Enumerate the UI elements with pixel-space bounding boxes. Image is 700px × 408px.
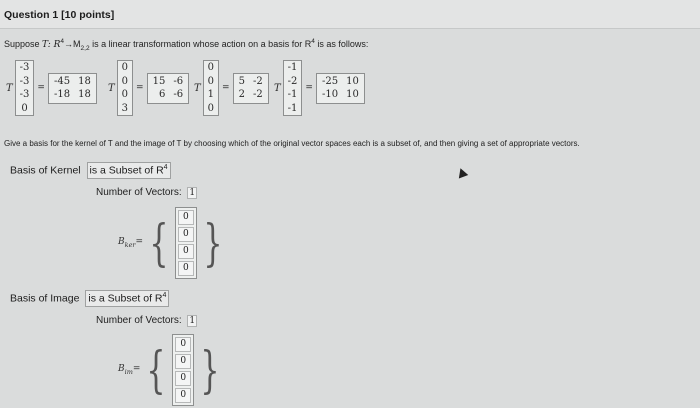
vector-entry: 0 (121, 89, 129, 100)
vector-entry: 0 (121, 62, 129, 73)
vector-entry: 0 (21, 102, 28, 114)
matrix-entry: 5 (238, 75, 245, 87)
matrix-entry: -2 (252, 75, 263, 87)
image-row (10, 290, 169, 307)
statement-tail: is as follows: (317, 39, 369, 49)
matrix-entry: -6 (173, 88, 184, 100)
image-num-vectors-input[interactable]: 1 (187, 315, 197, 327)
output-matrix-3 (233, 73, 269, 104)
kernel-basis-label (118, 237, 143, 249)
kernel-num-vectors-label: Number of Vectors: (96, 187, 182, 198)
problem-statement (4, 38, 368, 52)
vector-entry: 0 (207, 62, 215, 73)
vector-entry: -3 (19, 89, 30, 100)
matrix-entry: 2 (238, 88, 245, 100)
matrix-entry: 18 (78, 88, 91, 100)
operator-t: T (6, 82, 13, 94)
output-matrix-4 (316, 73, 365, 104)
statement-codomain-subscript: 2,2 (80, 44, 90, 52)
statement-arrow: →M (64, 39, 81, 49)
vector-entry: 1 (207, 89, 215, 100)
kernel-basis-subscript: ker (124, 240, 136, 249)
mapping-4 (272, 60, 365, 116)
vector-entry: -1 (287, 102, 298, 114)
statement-prefix: Suppose (4, 39, 40, 49)
matrix-entry: 15 (152, 75, 166, 87)
image-vector-entry[interactable]: 0 (175, 354, 191, 369)
image-num-vectors-label: Number of Vectors: (96, 315, 182, 326)
mapping-1 (4, 60, 97, 116)
operator-t: T (274, 82, 281, 94)
kernel-row (10, 162, 171, 179)
left-brace-icon: { (149, 214, 169, 272)
kernel-equals: = (135, 237, 144, 248)
matrix-entry: 6 (158, 88, 166, 100)
vector-entry: -1 (287, 62, 298, 73)
image-vector-entry[interactable]: 0 (175, 337, 191, 352)
vector-entry: -1 (287, 89, 298, 100)
input-vector-1 (15, 60, 35, 116)
kernel-vector (175, 207, 197, 279)
input-vector-4 (283, 60, 303, 116)
vector-entry: -2 (287, 75, 298, 87)
equals-sign: = (37, 83, 45, 93)
image-subset-label: is a Subset of R (88, 292, 163, 305)
image-num-vectors (96, 315, 197, 327)
image-equals: = (132, 364, 141, 375)
image-basis-symbol: B (118, 364, 125, 375)
vector-entry: 3 (121, 102, 129, 114)
instruction-text: Give a basis for the kernel of T and the image of T by choosing which of the original vector spaces each is a subset of, and then giving a set of appropriate vectors. (4, 139, 580, 148)
matrix-entry: 10 (346, 75, 359, 87)
image-basis-subscript: im (124, 367, 133, 376)
matrix-entry: -10 (321, 88, 339, 100)
mapping-2 (106, 60, 189, 116)
image-basis-label (118, 364, 140, 376)
matrix-entry: -2 (252, 88, 263, 100)
output-matrix-1 (48, 73, 97, 104)
matrix-entry: -25 (321, 75, 339, 87)
right-brace-icon: } (200, 341, 220, 399)
input-vector-3 (203, 60, 219, 116)
equals-sign: = (222, 83, 230, 93)
vector-entry: 0 (207, 102, 215, 114)
kernel-vector-entry[interactable]: 0 (178, 261, 194, 276)
statement-domain-exponent: 4 (60, 38, 65, 45)
output-matrix-2 (147, 73, 189, 104)
kernel-vector-entry[interactable]: 0 (178, 244, 194, 259)
vector-entry: -3 (19, 75, 30, 87)
kernel-subset-label: is a Subset of R (89, 164, 164, 177)
kernel-basis (118, 207, 229, 279)
kernel-vector-entry[interactable]: 0 (178, 210, 194, 225)
matrix-entry: -45 (53, 75, 71, 87)
operator-t: T (194, 82, 201, 94)
matrix-entry: -6 (173, 75, 184, 87)
vector-entry: -3 (19, 62, 30, 73)
kernel-subset-exponent: 4 (163, 164, 168, 171)
equals-sign: = (136, 83, 144, 93)
matrix-entry: -18 (53, 88, 71, 100)
mapping-3 (192, 60, 269, 116)
operator-t: T (108, 82, 115, 94)
mouse-cursor-icon (456, 167, 468, 179)
right-brace-icon: } (203, 214, 223, 272)
kernel-num-vectors (96, 187, 197, 199)
image-subset-exponent: 4 (162, 292, 167, 299)
statement-suffix: is a linear transformation whose action on a basis for R (92, 39, 312, 49)
statement-map: T: R (42, 40, 61, 50)
matrix-entry: 18 (78, 75, 91, 87)
left-brace-icon: { (146, 341, 166, 399)
vector-entry: 0 (121, 75, 129, 87)
image-basis (118, 334, 226, 406)
input-vector-2 (117, 60, 133, 116)
statement-suffix-exponent: 4 (311, 38, 315, 45)
equals-sign: = (305, 83, 313, 93)
image-vector (172, 334, 194, 406)
kernel-subset-select[interactable] (87, 162, 171, 179)
question-title: Question 1 [10 points] (4, 9, 115, 21)
kernel-num-vectors-input[interactable]: 1 (187, 187, 197, 199)
kernel-label: Basis of Kernel (10, 164, 81, 177)
image-subset-select[interactable] (85, 290, 169, 307)
vector-entry: 0 (207, 75, 215, 87)
kernel-basis-symbol: B (118, 237, 125, 248)
image-vector-entry[interactable]: 0 (175, 388, 191, 403)
matrix-entry: 10 (346, 88, 359, 100)
image-vector-entry[interactable]: 0 (175, 371, 191, 386)
image-label: Basis of Image (10, 292, 80, 305)
kernel-vector-entry[interactable]: 0 (178, 227, 194, 242)
